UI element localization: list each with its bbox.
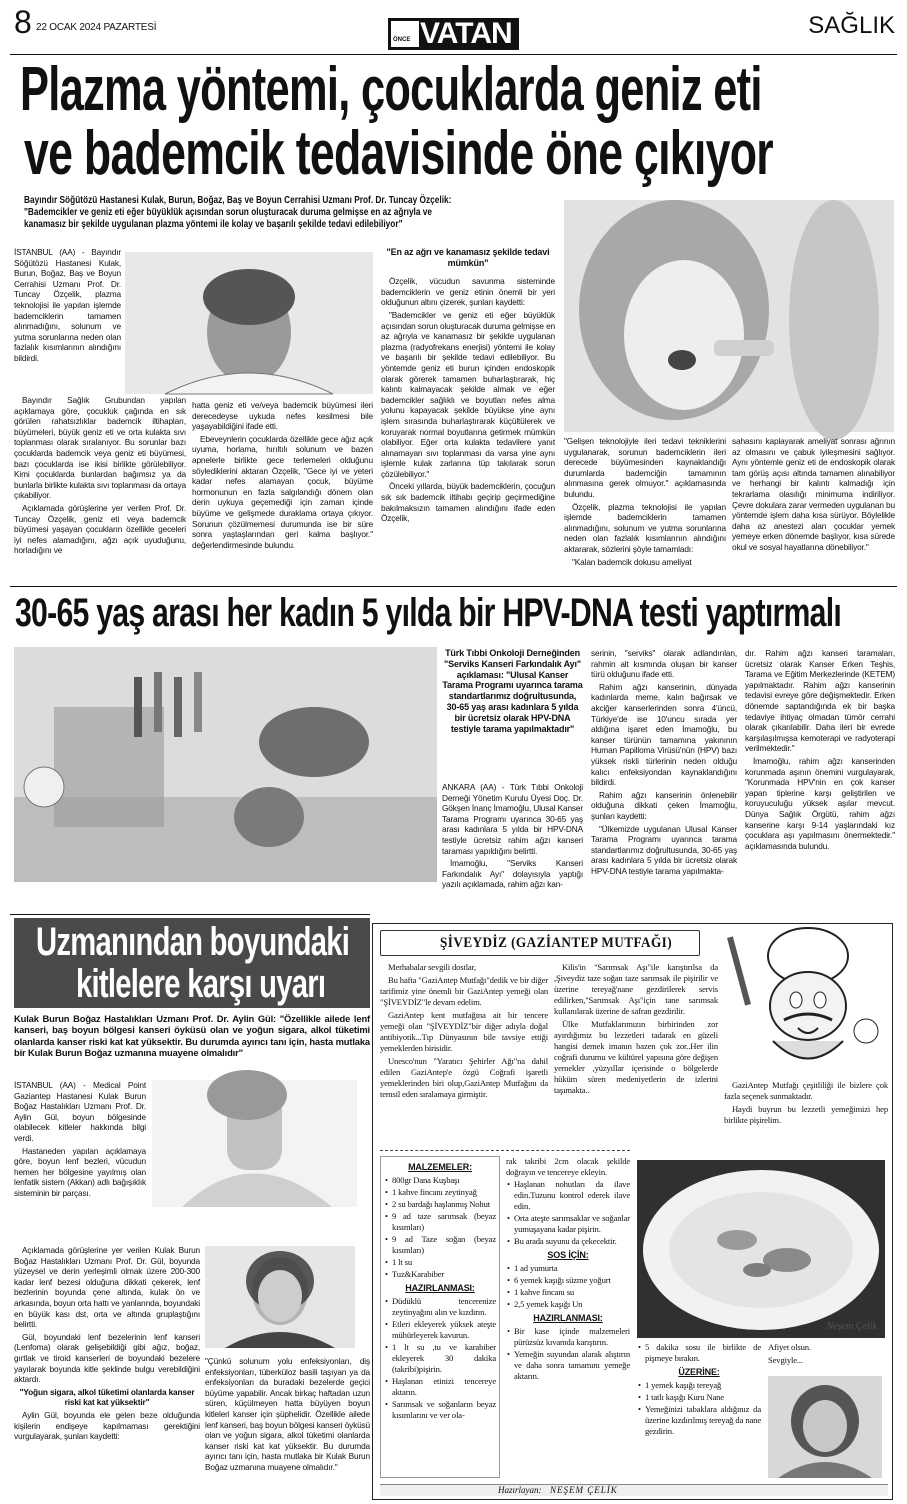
article1-deck-line1: Bayındır Söğütözü Hastanesi Kulak, Burun, Boğaz, Baş ve Boyun Cerrahisi Uzmanı Prof. Dr. Tuncay Özçelik: (24, 195, 452, 206)
doctor-silhouette-icon (125, 252, 373, 394)
sauce-title: SOS İÇİN: (547, 1250, 589, 1260)
article2-deck: Türk Tıbbi Onkoloji Derneğinden "Serviks Kanseri Farkındalık Ayı" açıklaması: "Ulusal Kanser Tarama Programı uyarınca tarama standartlarımız doğrultusunda, 30-65 yaş arası kadınlara 5 yılda bir ücretsiz olarak HPV-DNA testiyle tarama yapılmaktadır" (442, 648, 583, 734)
article3-col1-p3: Açıklamada görüşlerine yer verilen Kulak Burun Boğaz Hastalıkları Uzmanı Prof. Dr. Gül, boyunda yüzeysel ve derin yerleşimli olmak üzere 200-300 kadar lenf bezesi olduğuna dikkati çekerek, lenf bezlerinin boyunda çene altında, kulak ön ve arkasında, boyun orta hattı ve yanlarında, boyundaki en büyük kası dst, orta ve altında gruplaştığını belirtti. (14, 1245, 200, 1330)
article3-headline-line1: Uzmanından boyundaki (36, 920, 350, 964)
logo-sub: ÖNCE (393, 37, 411, 43)
topping-item: • 1 yemek kaşığı tereyağ (637, 1380, 761, 1391)
page-number: 8 (14, 4, 32, 40)
article1-col5-p1: sahasını kaplayarak ameliyat sonrası ağrının az olmasını ve çabuk iyileşmesini sağlıyor. Aynı yöntemle geniz eti de endoskopik olarak tam görüş açısı altında tamamen alınabiliyor ve herhangi bir kalıntı kalmadığı için tekrarlama olasılığı minimuma indiriliyor. Çevre dokulara zarar vermeden uygulanan bu yöntemde işlem daha kısa sürüyor. Böylelikle daha az anestezi alan çocuklar yemek yemeye erken dönemde başlıyor, kısa sürede okul ve sosyal hayatlarına dönebiliyor." (732, 436, 895, 552)
article3-col1-p2: Hastaneden yapılan açıklamaya göre, boyun lenf bezleri, vücudun hemen her bölgesine yayılmış olan lenfatik sistem (Akkan) adlı bağışıklık sisteminin bir parçası. (14, 1145, 146, 1198)
article3-col1-p5: Aylin Gül, boyunda ele gelen beze olduğunda kişilerin endişeye kapılmaması gerektiğini vurgulayarak, şunları kaydetti: (14, 1409, 200, 1442)
issue-date: 22 OCAK 2024 PAZARTESİ (36, 22, 157, 33)
article1-bottom-rule (10, 586, 897, 587)
sauce-list (506, 1263, 630, 1310)
article2-col2-p3: Rahim ağzı kanserinin önlenebilir olduğuna dikkati çeken İmamoğlu, şunları kaydetti: (591, 789, 737, 821)
prep-step: • Bu arada suyunu da çekecektir. (506, 1236, 630, 1247)
article1-col3-p3: Önceki yıllarda, büyük bademciklerin, çocuğun sık sık bademcik iltihabı geçirip geçirmediğine bakılmaksızın tamamen alındığını ifade eden Özçelik, (381, 481, 555, 524)
article1-col4-p2: Özçelik, plazma teknolojisi ile yapılan işlemde bademciklerin tamamen alınmadığını, solunum ve yutma sorunlarına neden olan fazlalık kısımlarının alındığını aktararak, sözlerini şöyle tamamladı: (564, 501, 726, 554)
article3-col1-subhead: "Yoğun sigara, alkol tüketimi olanlarda kanser riski kat kat yüksektir" (19, 1386, 195, 1408)
ingredients-title: MALZEMELER: (408, 1162, 472, 1172)
article3-col1-p1: İSTANBUL (AA) - Medical Point Gaziantep Hastanesi Kulak Burun Boğaz Hastalıkları Uzmanı Prof. Dr. Aylin Gül, boyun bölgesinde olabilecek kitleler hakkında bilgi verdi. (14, 1080, 146, 1143)
neck-pain-photo (152, 1080, 357, 1207)
recipe-divider (380, 1150, 630, 1151)
recipe-column-2 (506, 1156, 630, 1478)
recipe-column-1 (380, 1156, 500, 1478)
article2-col3-p2: İmamoğlu, rahim ağzı kanserinden korunmada aşının önemini vurgulayarak, "Korunmada HPV'nin en çok kanser yapan tiplerine karşı geliştirilen ve koruyuculuğu yüksek aşılar mevcut. Dünya Sağlık Örgütü, rahim ağzı kanserine karşı 9-14 yaşlarındaki kız çocuklara aşı yapılmasını önermektedir." açıklamasında bulundu. (745, 755, 895, 851)
article2-col1-p1: ANKARA (AA) - Türk Tıbbi Onkoloji Derneği Yönetim Kurulu Üyesi Doç. Dr. Gökşen İnanç İmamoğlu, Ulusal Kanser Tarama Programı uyarınca 30-65 yaş arası kadınlara 5 yılda bir HPV-DNA testiyle ücretsiz rahim ağzı kanseri taraması yapıldığını belirtti. (442, 782, 583, 856)
recipe-col2-cont: rak takribi 2cm olacak şekilde doğrayın ve tencereye ekleyin. (506, 1156, 630, 1177)
article2-headline: 30-65 yaş arası her kadın 5 yılda bir HPV-DNA testi yaptırmalı (15, 591, 841, 635)
article1-col4-p3: "Kalan bademcik dokusu ameliyat (572, 556, 692, 567)
recipe-intro3-p0: GaziAntep Mutfağı çeşitliliği ile bizlere çok fazla seçenek sunmaktadır. (724, 1080, 888, 1101)
article3-headline-line2: kitlelere karşı uyarı (76, 962, 326, 1006)
article2-column-1 (442, 782, 583, 890)
sauce-item: • 6 yemek kaşığı süzme yoğurt (506, 1275, 630, 1286)
footer-label: Hazırlayan: (498, 1485, 542, 1495)
article3-column-2 (205, 1356, 370, 1500)
prep-step: • Düdüklü tencerenize zeytinyağını alın ve kızdırın. (384, 1296, 496, 1318)
recipe-col3-list (637, 1342, 761, 1364)
topping-item: • Yemeğinizi tabaklara aldığınız da üzerine kızdırılmış tereyağ da nane gezdirin. (637, 1404, 761, 1437)
recipe-column-3 (637, 1342, 761, 1478)
recipe-footer (380, 1484, 888, 1496)
sauce-prep-step: • Bir kase içinde malzemeleri pürüzsüz kıvamda karıştırın. (506, 1326, 630, 1348)
lab-scene-icon (14, 647, 437, 882)
article3-column-1b (14, 1245, 200, 1500)
recipe-intro-col1 (380, 962, 548, 1147)
article1-col3-p1: Özçelik, vücudun savunma sisteminde bademciklerin ve geniz etinin önemli bir yeri olduğunun altını çizerek, şunları kaydetti: (381, 276, 555, 308)
chef-mascot-icon (718, 916, 886, 1076)
article1-col1-p1: İSTANBUL (AA) - Bayındır Söğütözü Hastanesi Kulak, Burun, Boğaz, Baş ve Boyun Cerrahisi Uzmanı Prof. Dr. Tuncay Özçelik, plazma teknolojisi ile yapılan işlemde bademciklerin tamamen alınmadığını, solunum ve yutma sorunlarına neden olan fazlalık kısımlarının alındığını bildirdi. (14, 247, 121, 363)
ingredients-list (384, 1175, 496, 1280)
recipe-col2-prep-list (506, 1179, 630, 1247)
doctor2-silhouette-icon (205, 1246, 355, 1348)
child-silhouette-icon (564, 200, 894, 432)
recipe-closing (768, 1342, 888, 1372)
ingredient-item: • 9 ad taze sarımsak (beyaz kısımları) (384, 1211, 496, 1233)
article1-column-1b (14, 395, 186, 581)
author-nesem-photo (768, 1376, 882, 1478)
footer-author: NEŞEM ÇELİK (550, 1485, 618, 1495)
lab-samples-photo (14, 647, 437, 882)
section-name: SAĞLIK (808, 12, 895, 39)
article1-deck-line2: "Bademcikler ve geniz eti eğer büyüklük açısından sorun oluşturacak duruma gelmişse en az ağrıyla ve (24, 207, 433, 218)
article2-column-3 (745, 648, 895, 882)
article1-headline-line2: ve bademcik tedavisinde öne çıkıyor (24, 119, 773, 188)
article1-column-1 (14, 247, 121, 395)
sauce-prep-list (506, 1326, 630, 1382)
prep-step: • Sarımsak ve soğanların beyaz kısımlarını ve ver ola- (384, 1399, 496, 1421)
article1-col1-p3: Açıklamada görüşlerine yer verilen Prof. Dr. Tuncay Özçelik, geniz eti veya bademcik büyümesi yaşayan çocukların özellikle geceleri iyi nefes alamadığını, ağzı açık uyuduğunu, horladığını ve (14, 502, 186, 556)
sauce-prep-step: • Yemeğin suyundan alarak alıştırın ve daha sonra tamamını yemeğe aktarın. (506, 1349, 630, 1382)
closing-line: Afiyet olsun. (768, 1342, 811, 1352)
article3-deck: Kulak Burun Boğaz Hastalıkları Uzmanı Prof. Dr. Aylin Gül: "Özellikle ailede lenf kanseri, baş boyun bölgesi kanseri öyküsü olan ve yoğun sigara, alkol tüketimi olanlarda kanser riski kat kat yüksektir. Bu durumda ayırıcı tanı için, hasta mutlaka bir Kulak Burun Boğaz uzmanına muayene olmalıdır" (14, 1013, 370, 1059)
ingredient-item: • 1 lt su (384, 1257, 496, 1268)
recipe-title: ŞİVEYDİZ (GAZİANTEP MUTFAĞI) (440, 935, 673, 951)
child-throat-photo (564, 200, 894, 432)
sauce-item: • 2,5 yemek kaşığı Un (506, 1299, 630, 1310)
article1-col2-p1: hatta geniz eti ve/veya bademcik büyümesi ileri derecedeyse uykuda nefes kesilmesi bile yaşayabildiğini ifade etti. (192, 400, 373, 432)
prep-step: • Orta ateşte sarımsaklar ve soğanlar yumuşayana kadar pişirin. (506, 1213, 630, 1235)
recipe-intro1-p1: Bu hafta "GaziAntep Mutfağı"dedik ve bir diğer tarifimiz yine önemli bir GaziAntep yemeği olan "ŞİVEYDİZ"le devam edelim. (380, 975, 548, 1007)
recipe-intro1-p2: GaziAntep kent mutfağına ait bir tencere yemeği olan "ŞİVEYDİZ"bir diğer adıyla doğal antibiyotik...Tıp Dünyasının bile tavsiye ettiği yemeklerden birisidir. (380, 1010, 548, 1053)
ingredient-item: • 800gr Dana Kuşbaşı (384, 1175, 496, 1186)
article1-col3-subhead: "En az ağrı ve kanamasız şekilde tedavi mümkün" (386, 247, 550, 268)
prep-step: • 5 dakika sosu ile birlikte de pişmeye bırakın. (637, 1342, 761, 1364)
recipe-intro3-p1: Haydi buyrun bu lezzetli yemeğimizi hep birlikte pişirelim. (724, 1104, 888, 1125)
article2-col2-p1: serinin, "serviks" olarak adlandırılan, rahmin alt kısmında oluşan bir kanser türü olduğunu ifade etti. (591, 648, 737, 680)
article2-bottom-rule (10, 914, 370, 915)
article1-column-4 (564, 436, 726, 581)
vatan-logo (388, 18, 519, 50)
sauce-item: • 1 kahve fincanı su (506, 1287, 630, 1298)
siveydiz-dish-photo (637, 1160, 885, 1338)
prep-step: • Haşlanan etinizi tencereye aktarın. (384, 1376, 496, 1398)
article2-col2-p2: Rahim ağzı kanserinin, dünyada kadınlarda meme, kalın bağırsak ve akciğer kanserlerinden sonra 4'üncü, Türkiye'de ise 10'uncu sırada yer aldığına işaret eden İmamoğlu, bu kanser türünün tamamına yakınının Human Papilloma Virüsü'nün (HPV) bazı yüksek riskli türlerinin neden olduğu kalıcı enfeksiyondan kaynaklandığını bildirdi. (591, 681, 737, 788)
prep-step: • Etleri ekleyerek yüksek ateşte mühürleyerek kavurun. (384, 1319, 496, 1341)
recipe-intro2-p1: Ülke Mutfaklarımızın birbirinden zor ayırdığımız bu lezzetleri tadarak en güzeli hangisi demek imanın bazen çok zor..Her ilin coğrafi durumu ve kültürel yapısına göre değişen yemekler ,yüzyıllar içerisinde o bölgelerde hüküm süren medeniyetlerin de izlerini taşımakta.. (554, 1019, 718, 1095)
article3-headline-box (14, 918, 370, 1008)
article2-col2-p4: "Ülkemizde uygulanan Ulusal Kanser Tarama Programı uyarınca tarama standartlarımız doğrultusunda, 30-65 yaş arası kadınlara 5 yılda bir ücretsiz olarak HPV-DNA testiyle tarama yapılmakta- (591, 823, 737, 876)
sauce-item: • 1 ad yumurta (506, 1263, 630, 1274)
article1-column-3 (381, 247, 555, 581)
logo-text: VATAN (420, 17, 512, 50)
ingredient-item: • Tuz&Karabiber (384, 1269, 496, 1280)
article1-col3-p2: "Bademcikler ve geniz eti eğer büyüklük açısından sorun oluşturacak duruma gelmişse en az ağrıyla ve kanamasız bir şekilde uygulanan plazma (radyofrekans enerjisi) yöntemi ile kolay ve başarılı bir şekilde tedavi edilebiliyor. Bu yöntemde geniz eti burun içinden endoskopik olarak görerek tamamen buharlaştırarak, hiç kalıntı kalmayacak şekilde almak ve eğer bademcikler sağlıklı ve boyutları nefes alma yolunu kapayacak şekilde büyükse yine aynı işlem sırasında buharlaştırarak küçültülerek ve koruyarak normal boyutlarına getirmek mümkün olabiliyor. Eğer orta kulakta tedavilere yanıt alınamayan sıvı toplanması da varsa yine aynı işlemle kulak zarlarına tüp takılarak sorun çözülebiliyor." (381, 309, 555, 479)
recipe-intro-col2 (554, 962, 718, 1147)
doctor-portrait-photo (125, 252, 373, 394)
dish-plate-icon (637, 1160, 885, 1338)
topping-title: ÜZERİNE: (678, 1367, 720, 1377)
article3-col1-p4: Gül, boyundaki lenf bezelerinin lenf kanseri (Lenfoma) olarak gelişebildiği gibi ağız, boğaz, gırtlak ve tiroid kanserleri de boyundaki bezelere yayılarak boyunda kitle şeklinde bulgu verebildiğini aktardı. (14, 1331, 200, 1385)
article1-col2-p2: Ebeveynlerin çocuklarda özellikle gece ağız açık uyuma, horlama, hırıltılı solunum ve bazen apnelerle birlikte gece terlemeleri olduğunu söylediklerini aktaran Özçelik, "Gece iyi ve yeteri kadar nefes alamayan çocuk, büyüme hormonunun en fazla salgılandığı dönem olan derin uykuya geçemediği için zaman içinde büyüme ve gelişmede duraklama ortaya çıkıyor. Sorunun çözülmemesi durumunda ise bir süre sonra yaştaşlarından geri kalma başlıyor." değerlendirmesinde bulundu. (192, 433, 373, 550)
article1-col1-p2: Bayındır Sağlık Grubundan yapılan açıklamaya göre, çocukluk çağında en sık görülen rahatsızlıklar bademcik iltihapları, büyümeleri, büyük geniz eti ve orta kulakta sıvı toplanması olarak sıralanıyor. Bu sorunlar bazı çocuklarda bademcik veya geniz eti büyümesi, bazı çocuklarda ise ikisi birlikte görülebiliyor. Kimi çocuklarda bunlardan bağımsız ya da bunlarla birlikte kulakta sıvı toplanması da ortaya çıkabiliyor. (14, 395, 186, 501)
author-silhouette-icon (768, 1376, 882, 1478)
recipe-intro-col3 (724, 1080, 888, 1145)
topping-item: • 1 tatlı kaşığı Kuru Nane (637, 1392, 761, 1403)
prep-step: • 1 lt su ,tu ve karabiber ekleyerek 30 dakika (takribi)pişirin. (384, 1342, 496, 1375)
ingredient-item: • 1 kahve fincanı zeytinyağ (384, 1187, 496, 1198)
article1-col4-p1: "Gelişen teknolojiyle ileri tedavi tekniklerini uygulanarak, sorunun bademciklerin ileri derecede büyümesinden kaynaklandığı durumlarda bademciğin tamamının alınmasına gerek olmuyor." açıklamasında bulundu. (564, 436, 726, 499)
article3-column-1a (14, 1080, 146, 1245)
prep-step: • Haşlanan nohutları da ilave edin.Tuzunu kontrol ederek ilave edin. (506, 1179, 630, 1212)
article2-column-2 (591, 648, 737, 882)
logo-emblem (391, 21, 419, 47)
ingredient-item: • 2 su bardağı haşlanmış Nohut (384, 1199, 496, 1210)
article1-column-5 (732, 436, 895, 581)
recipe-intro1-p3: Unesco'nun "Yaratıcı Şehirler Ağı"na dahil edilen GaziAntep'e özgü Coğrafi işaretli yemeklerinden biri olup,GaziAntep Mutfağını da temsil eden sıralamaya girmiştir. (380, 1056, 548, 1099)
prep-title: HAZIRLANMASI: (405, 1283, 475, 1293)
article2-col3-p1: dır. Rahim ağzı kanseri taramaları, ücretsiz olarak Kanser Erken Teşhis, Tarama ve Eğitim Merkezlerinde (KETEM) yapılmaktadır. Rahim ağzı kanserinin tedavisi evreye göre değişmektedir. Erken dönemde saptandığında ek bir başka tedaviye ihtiyaç olmadan tümör cerrahi olarak çıkarılabilir. Daha ileri bir evrede karşılaşılmışsa kemoterapi ve radyoterapi verilmektedir." (745, 648, 895, 754)
recipe-intro2-p0: Kilis'in "Sarımsak Aşı"ile karıştırılsa da ,Şiveydiz taze soğan taze sarımsak ile pişirilir ve üzerine tereyağ'nane gezdirilerek servis edilirken,"Sarımsak Aşı"için tane sarımsak kullanılarak üzerine de safran gezdirilir. (554, 962, 718, 1016)
doctor-aylin-photo (205, 1246, 355, 1348)
neck-silhouette-icon (152, 1080, 357, 1207)
recipe-intro1-p0: Merhabalar sevgili dostlar, (388, 962, 476, 972)
article1-column-2 (192, 400, 373, 581)
article1-headline-line1: Plazma yöntemi, çocuklarda geniz eti (20, 55, 762, 124)
sauce-prep-title: HAZIRLANMASI: (533, 1313, 603, 1323)
closing-line: Sevgiyle... (768, 1355, 803, 1365)
photo-signature: Neşem Çelik (826, 1321, 877, 1332)
prep-list (384, 1296, 496, 1421)
ingredient-item: • 9 ad Taze soğan (beyaz kısımları) (384, 1234, 496, 1256)
article2-col1-p2: İmamoğlu, "Serviks Kanseri Farkındalık Ayı" dolayısıyla yaptığı yazılı açıklamada, rahim ağzı kan- (442, 858, 583, 890)
article1-deck-line3: kanamasız bir şekilde uygulanan plazma yöntemi ile kolay ve başarılı şekilde tedavi edilebiliyor" (24, 219, 403, 230)
topping-list (637, 1380, 761, 1437)
chef-illustration (718, 916, 886, 1076)
article3-col2-p1: "Çünkü solunum yolu enfeksiyonları, diş enfeksiyonları, tüberküloz basili taşıyan ya da enfeksiyonları da buradaki bezelerde geçici büyüme yapabilir. Ancak birkaç haftadan uzun süren, küçülmeyen hatta büyüyen boyun kitleleri kanser için şüphelidir. Özellikle ailede lenf kanseri, baş boyun bölgesi kanseri öyküsü olan ve yoğun sigara, alkol tüketimi olanlarda kanser riski kat kat yüksektir. Bu durumda ayırıcı tanı için, hasta mutlaka bir Kulak Burun Boğaz uzmanına muayene olmalıdır." (205, 1356, 370, 1472)
